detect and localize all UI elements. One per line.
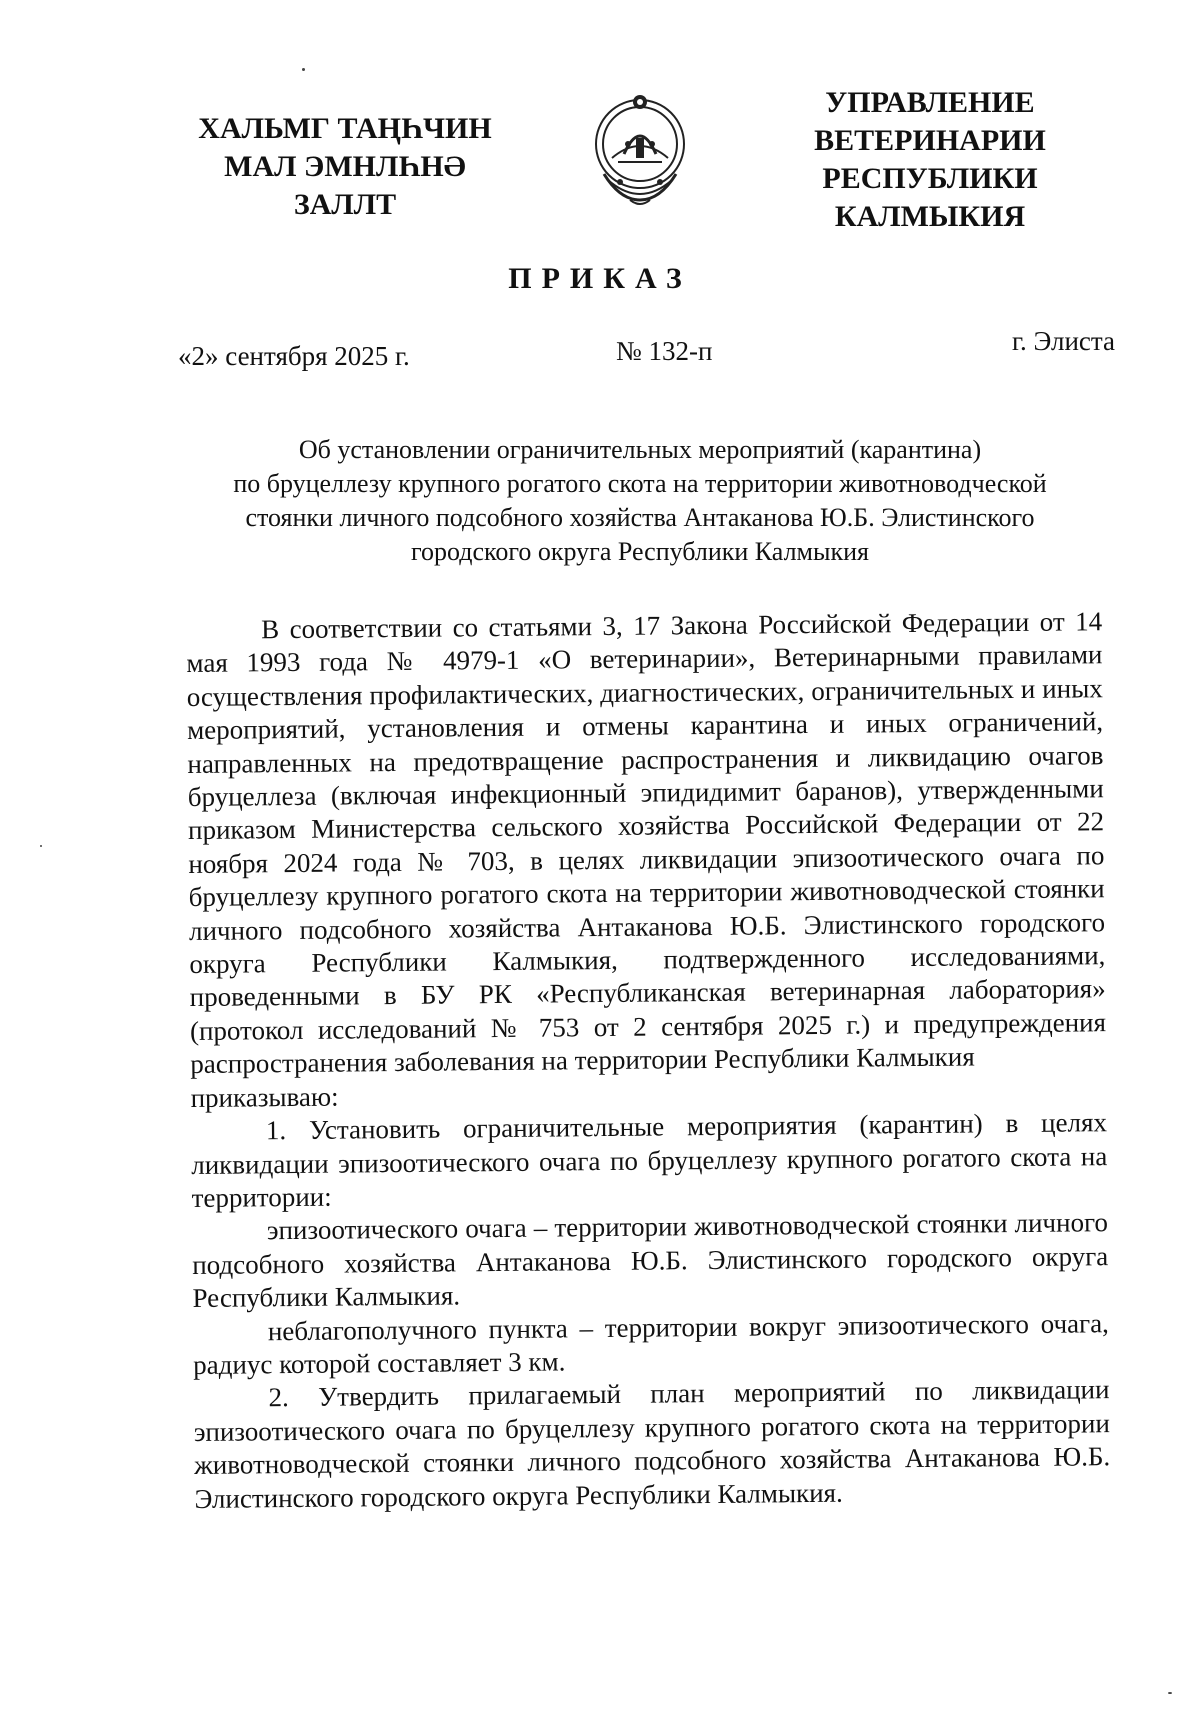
subject-line: Об установлении ограничительных мероприятий (карантина) bbox=[298, 435, 982, 464]
order-word: приказываю: bbox=[190, 1081, 339, 1113]
header-kalmyk-name bbox=[190, 110, 500, 224]
document-title: ПРИКАЗ bbox=[508, 262, 692, 295]
item-1: 1. Установить ограничительные мероприятия (карантин) в целях ликвидации эпизоотического очага по бруцеллезу крупного рогатого скота на территории: bbox=[191, 1107, 1108, 1213]
header-right-line: РЕСПУБЛИКИ bbox=[822, 162, 1038, 195]
subject-line: стоянки личного подсобного хозяйства Антаканова Ю.Б. Элистинского bbox=[245, 503, 1035, 532]
header-left-line: ЗАЛЛТ bbox=[293, 188, 397, 221]
scan-speck bbox=[1168, 1692, 1172, 1694]
scan-speck bbox=[40, 845, 42, 847]
order-subject bbox=[180, 433, 1100, 569]
header-agency-name bbox=[800, 84, 1060, 236]
header-right-line: ВЕТЕРИНАРИИ bbox=[814, 124, 1046, 157]
kalmykia-coat-of-arms-icon bbox=[590, 88, 690, 210]
item-1-a: эпизоотического очага – территории животноводческой стоянки личного подсобного хозяйства Антаканова Ю.Б. Элистинского городского округа Республики Калмыкия. bbox=[192, 1207, 1109, 1314]
subject-line: городского округа Республики Калмыкия bbox=[411, 537, 869, 566]
order-city: г. Элиста bbox=[1012, 326, 1116, 356]
order-body bbox=[186, 605, 1111, 1516]
subject-line: по бруцеллезу крупного рогатого скота на территории животноводческой bbox=[233, 469, 1047, 498]
item-1-b: неблагополучного пункта – территории вокруг эпизоотического очага, радиус которой составляет 3 км. bbox=[193, 1307, 1109, 1380]
scan-speck bbox=[302, 68, 305, 71]
preamble-paragraph: В соответствии со статьями 3, 17 Закона Российской Федерации от 14 мая 1993 года № 4979-1 «О ветеринарии», Ветеринарными правилами осуществления профилактических, диагностических, ограничительных и иных мероприятий, установления и отмены карантина и иных ограничений, направленных на предотвращение распространения и ликвидацию очагов бруцеллеза (включая инфекционный эпидидимит баранов), утвержденными приказом Министерства сельского хозяйства Российской Федерации от 22 ноября 2024 года № 703, в целях ликвидации эпизоотического очага по бруцеллезу крупного рогатого скота на территории животноводческой стоянки личного подсобного хозяйства Антаканова Ю.Б. Элистинского городского округа Республики Калмыкия, подтвержденного исследованиями, проведенными в БУ РК «Республиканская ветеринарная лаборатория» (протокол исследований № 753 от 2 сентября 2025 г.) и предупреждения распространения заболевания на территории Республики Калмыкия bbox=[186, 606, 1107, 1080]
item-2: 2. Утвердить прилагаемый план мероприятий по ликвидации эпизоотического очага по бруцеллезу крупного рогатого скота на территории животноводческой стоянки личного подсобного хозяйства Антаканова Ю.Б. Элистинского городского округа Республики Калмыкия. bbox=[193, 1374, 1111, 1514]
order-date: «2» сентября 2025 г. bbox=[178, 341, 410, 371]
header-left-line: МАЛ ЭМНЛҺНӘ bbox=[224, 150, 466, 183]
header-left-line: ХАЛЬМГ ТАҢҺЧИН bbox=[198, 112, 492, 145]
order-number: № 132-п bbox=[616, 336, 713, 366]
header-right-line: КАЛМЫКИЯ bbox=[834, 200, 1026, 233]
header-right-line: УПРАВЛЕНИЕ bbox=[825, 86, 1035, 119]
